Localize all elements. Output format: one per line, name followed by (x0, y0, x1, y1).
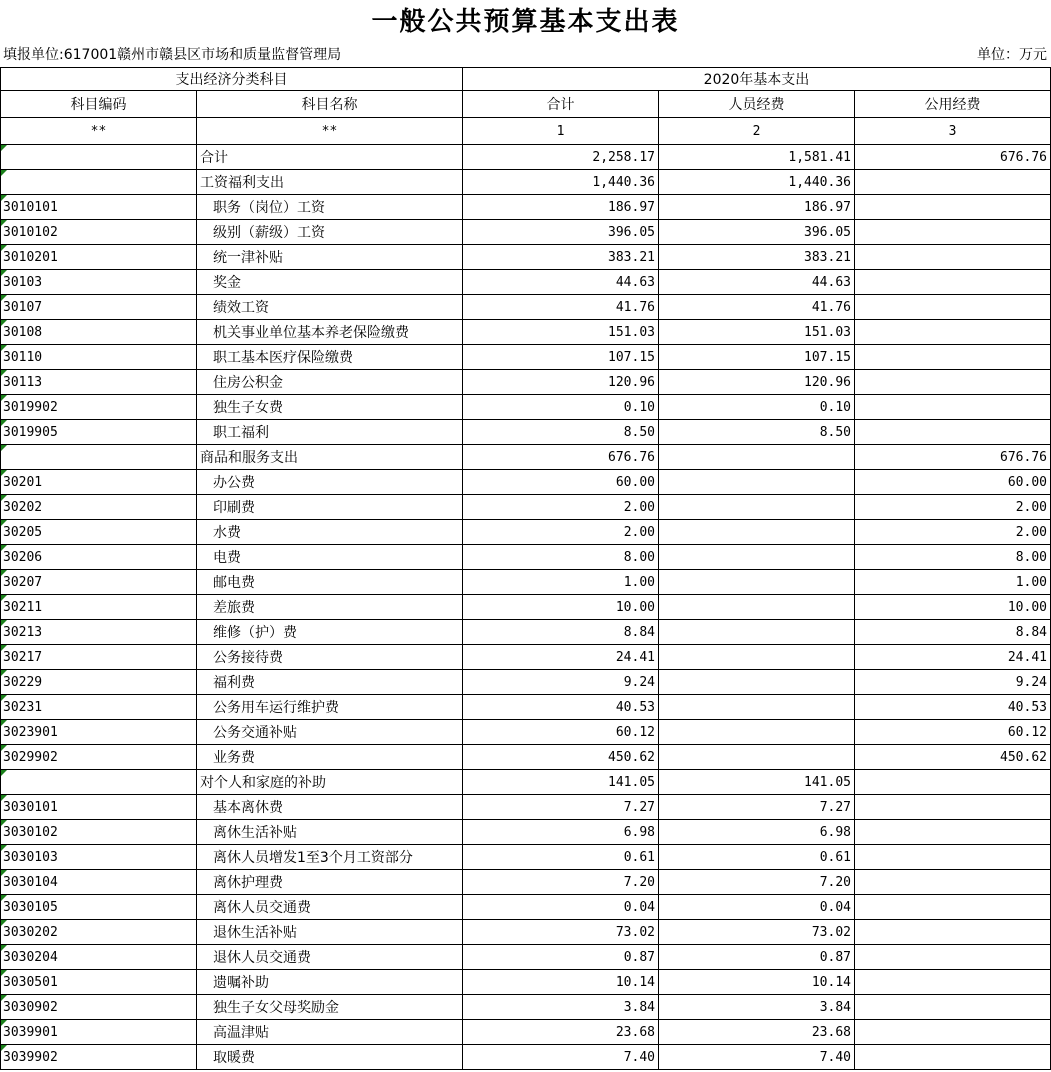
cell-code: 3030902 (1, 995, 197, 1020)
cell-personnel: 7.40 (659, 1045, 855, 1070)
cell-name: 独生子女费 (197, 395, 463, 420)
cell-public: 40.53 (855, 695, 1051, 720)
cell-personnel: 186.97 (659, 195, 855, 220)
cell-total: 186.97 (463, 195, 659, 220)
table-row (1, 195, 1051, 220)
cell-public (855, 295, 1051, 320)
cell-name: 业务费 (197, 745, 463, 770)
cell-public (855, 820, 1051, 845)
cell-code (1, 170, 197, 195)
table-row (1, 245, 1051, 270)
cell-personnel: 8.50 (659, 420, 855, 445)
cell-code: 30213 (1, 620, 197, 645)
cell-total: 107.15 (463, 345, 659, 370)
cell-code: 3030101 (1, 795, 197, 820)
index-name: ** (197, 118, 463, 145)
cell-code: 3030105 (1, 895, 197, 920)
table-row (1, 270, 1051, 295)
cell-public: 60.00 (855, 470, 1051, 495)
table-row (1, 720, 1051, 745)
cell-name: 统一津补贴 (197, 245, 463, 270)
cell-personnel (659, 595, 855, 620)
table-row (1, 620, 1051, 645)
cell-public (855, 395, 1051, 420)
cell-total: 0.10 (463, 395, 659, 420)
table-row (1, 920, 1051, 945)
cell-total: 2.00 (463, 495, 659, 520)
cell-total: 24.41 (463, 645, 659, 670)
cell-personnel: 44.63 (659, 270, 855, 295)
cell-personnel: 1,440.36 (659, 170, 855, 195)
cell-code: 3030202 (1, 920, 197, 945)
cell-public (855, 320, 1051, 345)
header-group-basic-expenditure: 2020年基本支出 (463, 68, 1051, 91)
cell-personnel: 120.96 (659, 370, 855, 395)
cell-personnel (659, 520, 855, 545)
table-row (1, 520, 1051, 545)
cell-public (855, 870, 1051, 895)
cell-name: 机关事业单位基本养老保险缴费 (197, 320, 463, 345)
cell-code: 3030103 (1, 845, 197, 870)
cell-public (855, 1020, 1051, 1045)
cell-name: 维修（护）费 (197, 620, 463, 645)
budget-table (0, 67, 1051, 1070)
cell-code: 30207 (1, 570, 197, 595)
cell-public (855, 895, 1051, 920)
cell-code: 30205 (1, 520, 197, 545)
cell-personnel: 141.05 (659, 770, 855, 795)
cell-total: 6.98 (463, 820, 659, 845)
table-row (1, 970, 1051, 995)
table-row (1, 295, 1051, 320)
cell-total: 7.27 (463, 795, 659, 820)
cell-personnel: 73.02 (659, 920, 855, 945)
cell-personnel (659, 670, 855, 695)
header-row-group (1, 68, 1051, 91)
cell-code: 3019905 (1, 420, 197, 445)
cell-name: 离休护理费 (197, 870, 463, 895)
cell-name: 奖金 (197, 270, 463, 295)
cell-total: 141.05 (463, 770, 659, 795)
cell-name: 退休人员交通费 (197, 945, 463, 970)
cell-code (1, 770, 197, 795)
cell-total: 23.68 (463, 1020, 659, 1045)
cell-public (855, 770, 1051, 795)
cell-public (855, 945, 1051, 970)
cell-public (855, 795, 1051, 820)
table-row (1, 495, 1051, 520)
cell-public (855, 845, 1051, 870)
cell-total: 8.84 (463, 620, 659, 645)
table-row (1, 870, 1051, 895)
cell-total: 0.87 (463, 945, 659, 970)
cell-total: 676.76 (463, 445, 659, 470)
table-row (1, 845, 1051, 870)
cell-personnel (659, 445, 855, 470)
cell-code: 30110 (1, 345, 197, 370)
header-row-columns (1, 91, 1051, 118)
cell-total: 151.03 (463, 320, 659, 345)
cell-personnel: 3.84 (659, 995, 855, 1020)
cell-public: 450.62 (855, 745, 1051, 770)
cell-personnel (659, 645, 855, 670)
cell-name: 邮电费 (197, 570, 463, 595)
cell-personnel: 7.27 (659, 795, 855, 820)
cell-code: 30211 (1, 595, 197, 620)
table-row (1, 545, 1051, 570)
cell-public: 2.00 (855, 520, 1051, 545)
cell-public (855, 920, 1051, 945)
cell-personnel: 107.15 (659, 345, 855, 370)
cell-name: 退休生活补贴 (197, 920, 463, 945)
table-row (1, 1045, 1051, 1070)
cell-code: 3010102 (1, 220, 197, 245)
cell-code: 3030204 (1, 945, 197, 970)
cell-code: 30107 (1, 295, 197, 320)
table-row (1, 820, 1051, 845)
cell-personnel: 0.04 (659, 895, 855, 920)
cell-public (855, 270, 1051, 295)
table-row (1, 895, 1051, 920)
table-row (1, 745, 1051, 770)
cell-name: 职务（岗位）工资 (197, 195, 463, 220)
cell-total: 2.00 (463, 520, 659, 545)
table-row (1, 220, 1051, 245)
cell-code: 3029902 (1, 745, 197, 770)
cell-personnel: 10.14 (659, 970, 855, 995)
cell-total: 41.76 (463, 295, 659, 320)
table-row (1, 995, 1051, 1020)
cell-name: 公务用车运行维护费 (197, 695, 463, 720)
table-row (1, 420, 1051, 445)
cell-name: 取暖费 (197, 1045, 463, 1070)
cell-total: 383.21 (463, 245, 659, 270)
cell-public: 8.00 (855, 545, 1051, 570)
cell-public (855, 995, 1051, 1020)
cell-personnel (659, 470, 855, 495)
cell-code: 3019902 (1, 395, 197, 420)
cell-public (855, 1045, 1051, 1070)
cell-personnel (659, 695, 855, 720)
cell-total: 9.24 (463, 670, 659, 695)
cell-total: 44.63 (463, 270, 659, 295)
cell-name: 遗嘱补助 (197, 970, 463, 995)
header-group-classification: 支出经济分类科目 (1, 68, 463, 91)
cell-personnel (659, 545, 855, 570)
cell-name: 水费 (197, 520, 463, 545)
cell-code: 3030501 (1, 970, 197, 995)
cell-total: 7.40 (463, 1045, 659, 1070)
cell-public: 2.00 (855, 495, 1051, 520)
cell-name: 对个人和家庭的补助 (197, 770, 463, 795)
cell-total: 7.20 (463, 870, 659, 895)
cell-personnel: 383.21 (659, 245, 855, 270)
cell-name: 差旅费 (197, 595, 463, 620)
header-public: 公用经费 (855, 91, 1051, 118)
cell-name: 公务接待费 (197, 645, 463, 670)
cell-name: 职工福利 (197, 420, 463, 445)
cell-personnel (659, 745, 855, 770)
page-title: 一般公共预算基本支出表 (371, 7, 680, 37)
cell-personnel (659, 495, 855, 520)
cell-personnel: 7.20 (659, 870, 855, 895)
cell-code: 3010201 (1, 245, 197, 270)
cell-code: 30103 (1, 270, 197, 295)
table-row (1, 395, 1051, 420)
cell-public: 8.84 (855, 620, 1051, 645)
cell-public (855, 220, 1051, 245)
cell-personnel: 41.76 (659, 295, 855, 320)
cell-public: 9.24 (855, 670, 1051, 695)
cell-code: 3039902 (1, 1045, 197, 1070)
table-row (1, 570, 1051, 595)
cell-total: 60.00 (463, 470, 659, 495)
cell-total: 60.12 (463, 720, 659, 745)
cell-name: 工资福利支出 (197, 170, 463, 195)
cell-public: 10.00 (855, 595, 1051, 620)
cell-total: 8.50 (463, 420, 659, 445)
header-personnel: 人员经费 (659, 91, 855, 118)
cell-total: 3.84 (463, 995, 659, 1020)
cell-code: 30201 (1, 470, 197, 495)
cell-code: 3030104 (1, 870, 197, 895)
header-total: 合计 (463, 91, 659, 118)
cell-public (855, 195, 1051, 220)
cell-code: 3030102 (1, 820, 197, 845)
cell-personnel: 0.10 (659, 395, 855, 420)
cell-name: 离休生活补贴 (197, 820, 463, 845)
header-code: 科目编码 (1, 91, 197, 118)
table-row (1, 1020, 1051, 1045)
cell-personnel: 6.98 (659, 820, 855, 845)
cell-name: 离休人员交通费 (197, 895, 463, 920)
cell-name: 办公费 (197, 470, 463, 495)
table-row (1, 670, 1051, 695)
cell-code: 30108 (1, 320, 197, 345)
index-code: ** (1, 118, 197, 145)
table-row (1, 795, 1051, 820)
table-row (1, 370, 1051, 395)
cell-public: 676.76 (855, 445, 1051, 470)
cell-code: 3023901 (1, 720, 197, 745)
table-row (1, 770, 1051, 795)
cell-code: 30202 (1, 495, 197, 520)
cell-code: 30206 (1, 545, 197, 570)
cell-name: 高温津贴 (197, 1020, 463, 1045)
cell-personnel: 1,581.41 (659, 145, 855, 170)
cell-code (1, 445, 197, 470)
index-total: 1 (463, 118, 659, 145)
cell-code: 30229 (1, 670, 197, 695)
filing-unit: 填报单位:617001赣州市赣县区市场和质量监督管理局 (3, 47, 342, 63)
cell-name: 职工基本医疗保险缴费 (197, 345, 463, 370)
table-row (1, 145, 1051, 170)
cell-personnel: 0.87 (659, 945, 855, 970)
table-row (1, 945, 1051, 970)
table-row (1, 320, 1051, 345)
cell-public: 676.76 (855, 145, 1051, 170)
cell-total: 2,258.17 (463, 145, 659, 170)
table-row (1, 445, 1051, 470)
table-row (1, 345, 1051, 370)
cell-total: 40.53 (463, 695, 659, 720)
cell-total: 0.04 (463, 895, 659, 920)
cell-code: 30231 (1, 695, 197, 720)
cell-public (855, 370, 1051, 395)
cell-name: 电费 (197, 545, 463, 570)
cell-name: 绩效工资 (197, 295, 463, 320)
cell-name: 公务交通补贴 (197, 720, 463, 745)
table-row (1, 595, 1051, 620)
cell-personnel: 0.61 (659, 845, 855, 870)
cell-public (855, 420, 1051, 445)
cell-name: 基本离休费 (197, 795, 463, 820)
cell-name: 离休人员增发1至3个月工资部分 (197, 845, 463, 870)
cell-public (855, 345, 1051, 370)
cell-personnel: 396.05 (659, 220, 855, 245)
index-personnel: 2 (659, 118, 855, 145)
cell-code: 3039901 (1, 1020, 197, 1045)
cell-code (1, 145, 197, 170)
cell-name: 印刷费 (197, 495, 463, 520)
cell-total: 1,440.36 (463, 170, 659, 195)
cell-name: 住房公积金 (197, 370, 463, 395)
subheader (0, 44, 1051, 66)
cell-personnel (659, 620, 855, 645)
cell-public (855, 245, 1051, 270)
cell-total: 450.62 (463, 745, 659, 770)
cell-code: 30217 (1, 645, 197, 670)
table-row (1, 170, 1051, 195)
cell-total: 396.05 (463, 220, 659, 245)
cell-total: 10.14 (463, 970, 659, 995)
cell-code: 3010101 (1, 195, 197, 220)
cell-name: 级别（薪级）工资 (197, 220, 463, 245)
cell-name: 合计 (197, 145, 463, 170)
cell-total: 10.00 (463, 595, 659, 620)
cell-public: 24.41 (855, 645, 1051, 670)
table-body (1, 145, 1051, 1070)
index-public: 3 (855, 118, 1051, 145)
table-row (1, 470, 1051, 495)
cell-personnel: 23.68 (659, 1020, 855, 1045)
cell-public: 60.12 (855, 720, 1051, 745)
cell-public: 1.00 (855, 570, 1051, 595)
header-row-index (1, 118, 1051, 145)
cell-code: 30113 (1, 370, 197, 395)
cell-total: 73.02 (463, 920, 659, 945)
cell-total: 1.00 (463, 570, 659, 595)
cell-public (855, 170, 1051, 195)
cell-public (855, 970, 1051, 995)
currency-unit: 单位：万元 (977, 47, 1047, 63)
cell-name: 商品和服务支出 (197, 445, 463, 470)
cell-personnel (659, 570, 855, 595)
header-name: 科目名称 (197, 91, 463, 118)
cell-total: 8.00 (463, 545, 659, 570)
cell-total: 0.61 (463, 845, 659, 870)
table-row (1, 645, 1051, 670)
table-row (1, 695, 1051, 720)
cell-personnel (659, 720, 855, 745)
cell-total: 120.96 (463, 370, 659, 395)
cell-personnel: 151.03 (659, 320, 855, 345)
cell-name: 福利费 (197, 670, 463, 695)
cell-name: 独生子女父母奖励金 (197, 995, 463, 1020)
